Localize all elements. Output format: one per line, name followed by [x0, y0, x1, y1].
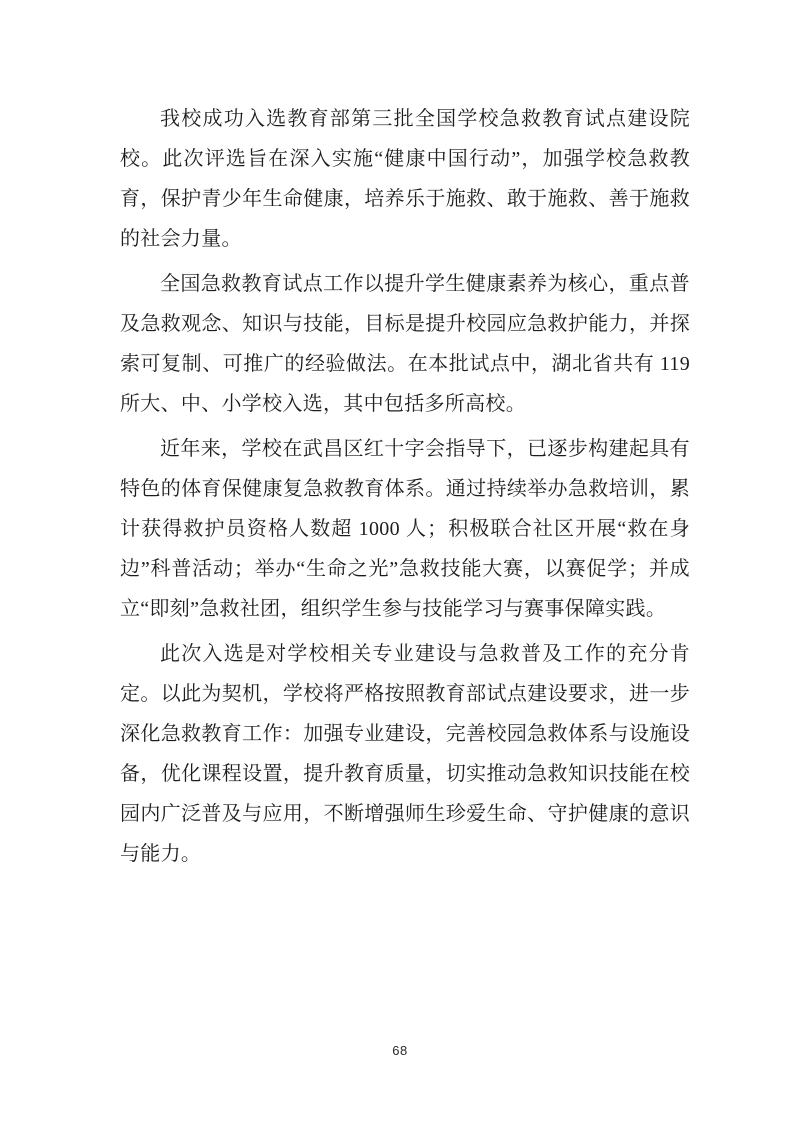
page-number: 68 — [392, 1043, 408, 1058]
page-footer — [0, 1042, 800, 1060]
body-paragraph-3: 近年来，学校在武昌区红十字会指导下，已逐步构建起具有特色的体育保健康复急救教育体系。通过持续举办急救培训，累计获得救护员资格人数超 1000 人；积极联合社区开展“救在身边”科普活动；举办“生命之光”急救技能大赛，以赛促学；并成立“即刻”急救社团，组织学生参与技能学习与赛事保障实践。 — [120, 438, 690, 620]
body-paragraph-4: 此次入选是对学校相关专业建设与急救普及工作的充分肯定。以此为契机，学校将严格按照教育部试点建设要求，进一步深化急救教育工作：加强专业建设，完善校园急救体系与设施设备，优化课程设置，提升教育质量，切实推动急救知识技能在校园内广泛普及与应用，不断增强师生珍爱生命、守护健康的意识与能力。 — [120, 643, 690, 865]
article-body — [120, 99, 690, 879]
body-paragraph-2: 全国急救教育试点工作以提升学生健康素养为核心，重点普及急救观念、知识与技能，目标是提升校园应急救护能力，并探索可复制、可推广的经验做法。在本批试点中，湖北省共有 119 所大、中、小学校入选，其中包括多所高校。 — [120, 273, 690, 415]
body-paragraph-1: 我校成功入选教育部第三批全国学校急救教育试点建设院校。此次评选旨在深入实施“健康中国行动”，加强学校急救教育，保护青少年生命健康，培养乐于施救、敢于施救、善于施救的社会力量。 — [120, 108, 690, 250]
